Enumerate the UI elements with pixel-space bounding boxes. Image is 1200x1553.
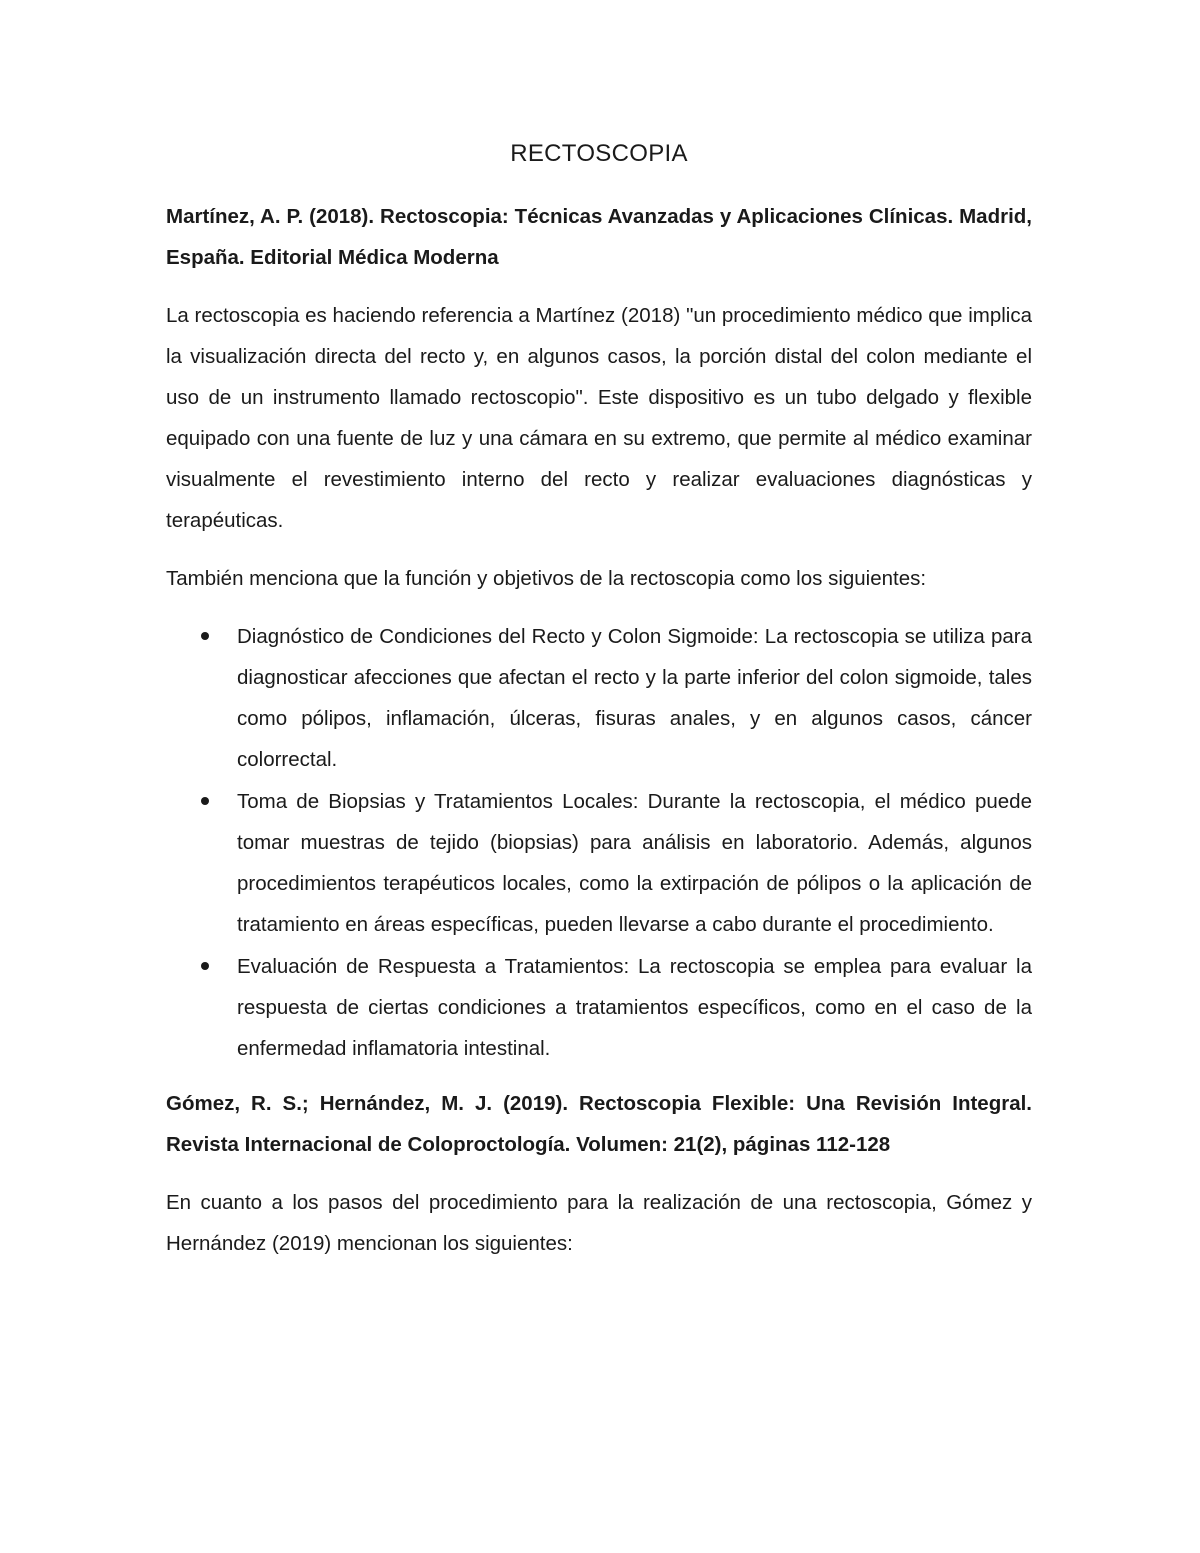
list-item-text: Diagnóstico de Condiciones del Recto y Colon Sigmoide: La rectoscopia se utiliza para diagnosticar afecciones que afectan el recto y la parte inferior del colon sigmoide, tales como pólipos, inflamación, úlceras, fisuras anales, y en algunos casos, cáncer colorrectal.	[237, 625, 1032, 771]
document-title: RECTOSCOPIA	[510, 140, 688, 167]
objectives-list	[166, 616, 1032, 1069]
list-item	[166, 946, 1032, 1069]
body-paragraph-2: También menciona que la función y objetivos de la rectoscopia como los siguientes:	[166, 567, 927, 590]
body-paragraph-3: En cuanto a los pasos del procedimiento para la realización de una rectoscopia, Gómez y Hernández (2019) mencionan los siguientes:	[166, 1191, 1032, 1255]
reference-citation-2: Gómez, R. S.; Hernández, M. J. (2019). Rectoscopia Flexible: Una Revisión Integral. Revista Internacional de Coloproctología. Volumen: 21(2), páginas 112-128	[166, 1092, 1032, 1156]
list-item	[166, 781, 1032, 945]
document-page	[166, 136, 1032, 1281]
list-item	[166, 616, 1032, 780]
list-item-text: Toma de Biopsias y Tratamientos Locales: Durante la rectoscopia, el médico puede tomar muestras de tejido (biopsias) para análisis en laboratorio. Además, algunos procedimientos terapéuticos locales, como la extirpación de pólipos o la aplicación de tratamiento en áreas específicas, pueden llevarse a cabo durante el procedimiento.	[237, 790, 1032, 936]
reference-citation-1: Martínez, A. P. (2018). Rectoscopia: Técnicas Avanzadas y Aplicaciones Clínicas. Madrid, España. Editorial Médica Moderna	[166, 205, 1032, 269]
bullet-icon	[201, 797, 209, 805]
list-item-text: Evaluación de Respuesta a Tratamientos: La rectoscopia se emplea para evaluar la respuesta de ciertas condiciones a tratamientos específicos, como en el caso de la enfermedad inflamatoria intestinal.	[237, 955, 1032, 1060]
bullet-icon	[201, 632, 209, 640]
bullet-icon	[201, 962, 209, 970]
body-paragraph-1: La rectoscopia es haciendo referencia a Martínez (2018) "un procedimiento médico que implica la visualización directa del recto y, en algunos casos, la porción distal del colon mediante el uso de un instrumento llamado rectoscopio". Este dispositivo es un tubo delgado y flexible equipado con una fuente de luz y una cámara en su extremo, que permite al médico examinar visualmente el revestimiento interno del recto y realizar evaluaciones diagnósticas y terapéuticas.	[166, 304, 1032, 532]
